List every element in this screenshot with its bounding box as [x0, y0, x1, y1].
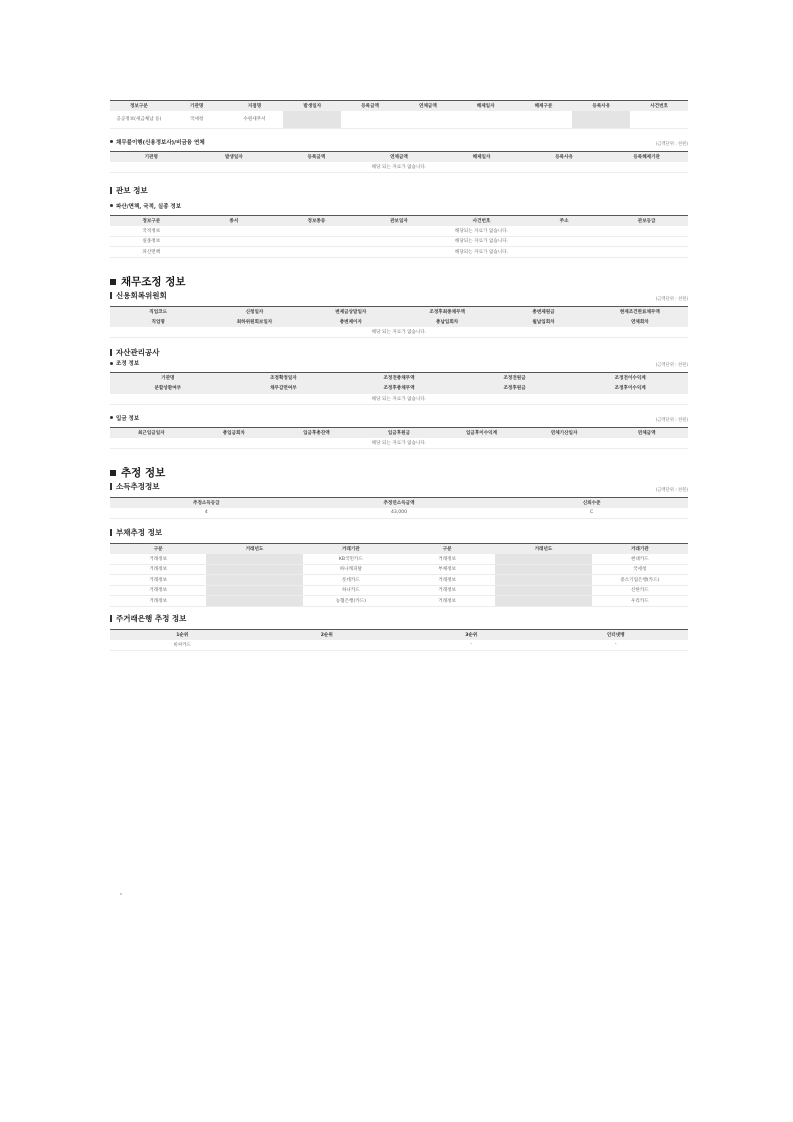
col-header: 발생일자	[283, 101, 341, 112]
gazette-heading: 관보 정보	[110, 185, 688, 197]
col-header: 사건번호	[630, 101, 688, 112]
col-header: 입금후총잔액	[275, 427, 358, 438]
delinquency-heading: 채무불이행(신용정보사)/비금융 연체	[110, 137, 205, 147]
col-header: 변제금상말일자	[303, 306, 399, 317]
col-header: 1순위	[110, 629, 255, 640]
col-header: 구분	[110, 543, 206, 554]
table-cell	[457, 111, 515, 128]
table-cell: 수원세무서	[226, 111, 284, 128]
col-header: 등록금액	[275, 151, 358, 162]
table-cell: 43,000	[303, 508, 496, 519]
table-row	[110, 508, 688, 519]
estimate-heading: 추정 정보	[110, 465, 688, 481]
table-cell: -	[544, 640, 689, 651]
col-header: 지점명	[226, 101, 284, 112]
bar-icon	[110, 187, 112, 194]
bar-icon	[110, 349, 112, 356]
square-icon	[110, 279, 116, 285]
kamco-heading: 자산관리공사	[110, 346, 688, 358]
scan-speck	[120, 893, 122, 895]
gazette-subheading: 파산/면책, 국적, 실종 정보	[110, 201, 688, 211]
table-row: 거래정보 KB국민카드 거래정보 현대카드	[110, 554, 688, 565]
table-cell	[572, 111, 630, 128]
debt-estimate-table	[110, 543, 688, 607]
bullet-icon	[110, 140, 113, 143]
no-data-message: 해당 되는 자료가 없습니다.	[110, 394, 688, 405]
col-header: 분할상환여부	[110, 383, 226, 394]
col-header: 연체회차	[592, 317, 688, 328]
table-cell	[283, 111, 341, 128]
col-header: 조정전이수익계	[572, 373, 688, 384]
col-header: 조정후총채무액	[341, 383, 457, 394]
col-header: 추정소득등급	[110, 497, 303, 508]
col-header: 해제일자	[440, 151, 523, 162]
col-header: 조정전총채무액	[341, 373, 457, 384]
no-data-message: 해당 되는 자료가 없습니다.	[110, 162, 688, 173]
col-header: 조정후이수익계	[572, 383, 688, 394]
gazette-table	[110, 215, 688, 258]
col-header: 조정후최종채무액	[399, 306, 495, 317]
col-header: 직업명	[110, 317, 206, 328]
col-header: 채무감면여부	[226, 383, 342, 394]
col-header: 거래기관	[303, 543, 399, 554]
col-header: 관보일자	[358, 215, 441, 226]
col-header: 연체금액	[358, 151, 441, 162]
col-header: 등록사유	[572, 101, 630, 112]
table-row: 거래정보 롯데카드 거래정보 중소기업은행(카드)	[110, 575, 688, 586]
bar-icon	[110, 615, 112, 622]
adjust-info-table	[110, 372, 688, 405]
col-header: 종서	[193, 215, 276, 226]
table-cell: C	[495, 508, 688, 519]
income-table	[110, 497, 688, 519]
col-header: 해제일자	[457, 101, 515, 112]
col-header: 연체금액	[605, 427, 688, 438]
table-cell: 국세청	[168, 111, 226, 128]
main-bank-heading: 주거래은행 추정 정보	[110, 613, 688, 625]
table-cell	[630, 111, 688, 128]
payment-info-table	[110, 427, 688, 449]
col-header: 등록금액	[341, 101, 399, 112]
bar-icon	[110, 483, 112, 490]
payment-info-heading: 입금 정보	[110, 413, 139, 423]
table-row	[110, 640, 688, 651]
col-header: 총납입회차	[399, 317, 495, 328]
col-header: 최근입금일자	[110, 427, 193, 438]
col-header: 직업코드	[110, 306, 206, 317]
col-header: 거래기관	[592, 543, 688, 554]
col-header: 연체기산일자	[523, 427, 606, 438]
col-header: 거래년도	[206, 543, 302, 554]
col-header: 해제구분	[515, 101, 573, 112]
col-header: 정보구분	[110, 215, 193, 226]
unit-label: (금액단위 : 천원)	[655, 487, 688, 493]
credit-committee-table	[110, 306, 688, 339]
table-cell	[515, 111, 573, 128]
col-header: 총변제원금	[495, 306, 591, 317]
col-header: 2순위	[255, 629, 400, 640]
col-header: 조정전원금	[457, 373, 573, 384]
col-header: 입금후원금	[358, 427, 441, 438]
unit-label: (금액단위 : 천원)	[655, 296, 688, 302]
table-cell	[399, 111, 457, 128]
col-header: 발생일자	[193, 151, 276, 162]
income-heading: 소득추정정보	[110, 481, 159, 493]
table-cell: 비씨카드	[110, 640, 255, 651]
adjust-info-heading: 조정 정보	[110, 358, 139, 368]
unit-label: (금액단위 : 천원)	[655, 363, 688, 368]
col-header: 신청일자	[206, 306, 302, 317]
col-header: 정보종류	[275, 215, 358, 226]
credit-report-page	[110, 100, 688, 651]
col-header: 거래년도	[495, 543, 591, 554]
col-header: 인터넷뱅	[544, 629, 689, 640]
col-header: 추정연소득금액	[303, 497, 496, 508]
col-header: 등록사유	[523, 151, 606, 162]
table-row: 국적정보 해당되는 자료가 없습니다.	[110, 226, 688, 237]
table-row: 거래정보 하나카드 거래정보 신한카드	[110, 585, 688, 596]
credit-committee-heading: 신용회복위원회	[110, 290, 167, 302]
table-row: 거래정보 하나캐피탈 부채정보 국세청	[110, 564, 688, 575]
col-header: 기관명	[110, 373, 226, 384]
col-header: 총변제이자	[303, 317, 399, 328]
table-row: 거래정보 농협은행(카드) 거래정보 우리카드	[110, 596, 688, 607]
bullet-icon	[110, 204, 113, 207]
no-data-message: 해당 되는 자료가 없습니다.	[110, 327, 688, 338]
debt-estimate-heading: 부채추정 정보	[110, 527, 688, 539]
col-header: 구분	[399, 543, 495, 554]
table-cell: 공공정보(세금체납 등)	[110, 111, 168, 128]
col-header: 사건번호	[440, 215, 523, 226]
col-header: 기관명	[168, 101, 226, 112]
col-header: 기관명	[110, 151, 193, 162]
no-data-message: 해당 되는 자료가 없습니다.	[110, 438, 688, 449]
col-header: 3순위	[399, 629, 544, 640]
col-header: 신뢰수준	[495, 497, 688, 508]
table-cell: 4	[110, 508, 303, 519]
col-header: 월납입회차	[495, 317, 591, 328]
bullet-icon	[110, 416, 113, 419]
col-header: 주소	[523, 215, 606, 226]
unit-label: (금액단위 : 천원)	[655, 141, 688, 147]
debt-adjust-heading: 채무조정 정보	[110, 274, 688, 290]
col-header: 관보등급	[605, 215, 688, 226]
table-row: 실종정보 해당되는 자료가 없습니다.	[110, 236, 688, 247]
table-cell: -	[399, 640, 544, 651]
col-header: 등록해제기관	[605, 151, 688, 162]
table-row: 파산면책 해당되는 자료가 없습니다.	[110, 247, 688, 258]
bullet-icon	[110, 362, 113, 365]
col-header: 연체금액	[399, 101, 457, 112]
col-header: 현재조건완료채무액	[592, 306, 688, 317]
bar-icon	[110, 529, 112, 536]
unit-label: (금액단위 : 천원)	[655, 417, 688, 423]
col-header: 입금후이수익계	[440, 427, 523, 438]
col-header: 조정확정일자	[226, 373, 342, 384]
col-header: 총입금회차	[193, 427, 276, 438]
bar-icon	[110, 292, 112, 299]
col-header: 최하위원회보일자	[206, 317, 302, 328]
col-header: 조정후원금	[457, 383, 573, 394]
square-icon	[110, 470, 116, 476]
col-header: 정보구분	[110, 101, 168, 112]
delinquency-table	[110, 151, 688, 173]
main-bank-table	[110, 629, 688, 651]
table-cell	[255, 640, 400, 651]
public-record-table	[110, 100, 688, 129]
table-cell	[341, 111, 399, 128]
